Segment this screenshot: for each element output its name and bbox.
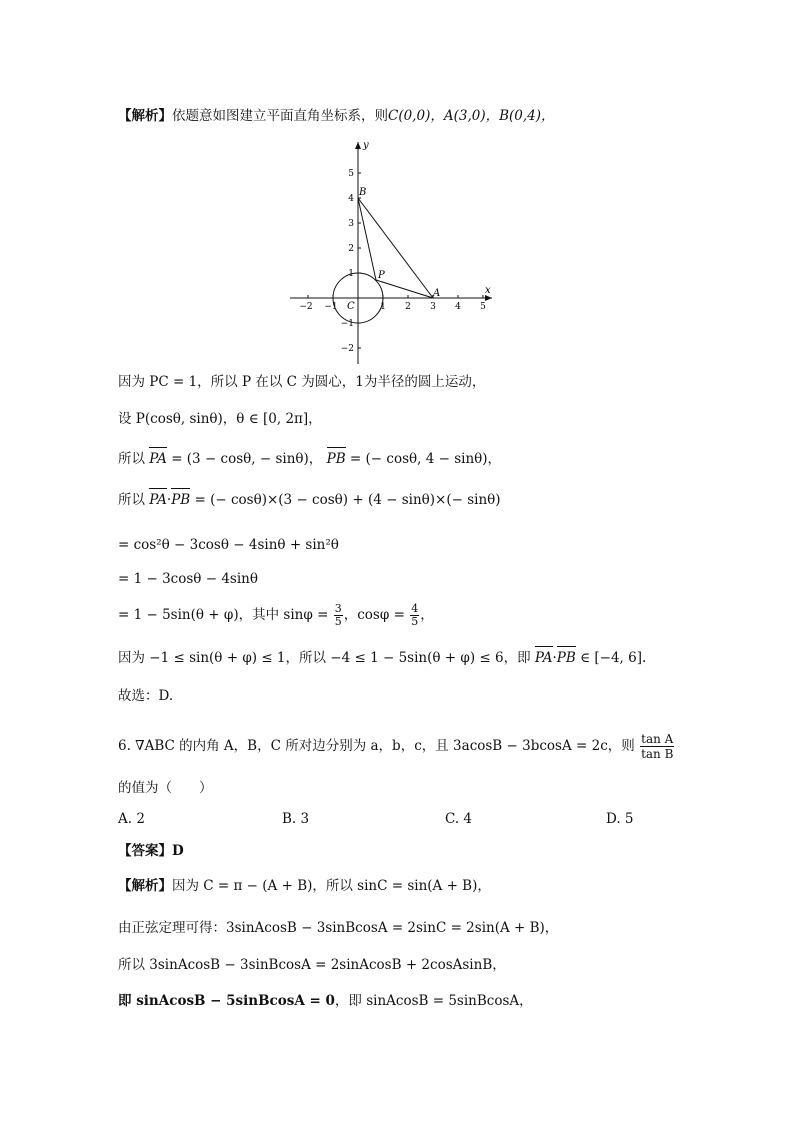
x-tick-label: 1: [380, 302, 386, 312]
text-line-9: 故选：D.: [118, 688, 174, 704]
option-D: D. 5: [606, 811, 634, 827]
x-tick-label: 4: [455, 302, 461, 312]
text-line-3: [118, 449, 501, 469]
analysis-intro-line: [118, 106, 555, 126]
y-axis-arrow: [355, 142, 361, 149]
y-tick-label: 4: [348, 194, 354, 204]
point-label-A: A: [433, 288, 441, 299]
analysis-6-line-3: 所以 3sinAcosB − 3sinBcosA = 2sinAcosB + 2cosAsinB，: [118, 957, 506, 973]
text-line-2: 设 P(cosθ, sinθ)，θ ∈ [0, 2π]，: [118, 411, 322, 427]
y-axis-label: y: [363, 140, 369, 151]
x-tick-label: 3: [430, 302, 436, 312]
expr: = 1 − 5sin(θ + φ)，其中 sinφ =: [118, 607, 329, 623]
y-tick-label: 2: [348, 244, 354, 254]
text-line-5: = cos²θ − 3cosθ − 4sinθ + sin²θ: [118, 537, 339, 553]
question-stem-text: 6. ∇ABC 的内角 A，B，C 所对边分别为 a，b，c，且 3acosB − 3bcosA = 2c，则: [118, 738, 635, 754]
point-label-C: C: [347, 301, 355, 312]
denominator: tan B: [641, 747, 674, 761]
analysis-intro-text: 依题意如图建立平面直角坐标系，则: [172, 108, 388, 124]
question-6-stem: [118, 732, 675, 761]
denominator: 5: [334, 615, 342, 628]
vector-PA: PA: [149, 492, 167, 508]
y-tick-label: −2: [340, 344, 354, 354]
dot: ·: [552, 650, 557, 666]
text-line-4: [118, 490, 501, 510]
analysis-6-line-2: 由正弦定理可得：3sinAcosB − 3sinBcosA = 2sinC = 2sin(A + B)，: [118, 920, 559, 936]
expr: ，: [420, 607, 434, 623]
equation-rest: ，即 sinAcosB = 5sinBcosA，: [334, 993, 533, 1009]
denominator: 5: [411, 615, 419, 628]
y-tick-label: 1: [348, 269, 354, 279]
numerator: 4: [411, 602, 419, 615]
fraction-tanA-tanB: [640, 732, 674, 761]
x-tick-label: 2: [405, 302, 411, 312]
prefix: 所以: [118, 451, 145, 467]
analysis-6-line-1: [118, 876, 491, 896]
option-A: A. 2: [118, 811, 145, 827]
fraction-3-5: [334, 603, 343, 628]
y-tick-label: −1: [340, 319, 354, 329]
analysis-header: 【解析】: [118, 878, 172, 894]
vector-PB: PB: [556, 650, 576, 666]
dot: ·: [166, 492, 172, 508]
x-tick-label: −2: [299, 302, 313, 312]
expr: ，cosφ =: [343, 607, 405, 623]
question-6-stem-2: 的值为（ ）: [118, 780, 213, 796]
x-tick-label: 5: [480, 302, 486, 312]
vector-PA: PA: [534, 650, 553, 666]
analysis-coords: C(0,0)，A(3,0)，B(0,4)，: [388, 108, 555, 124]
y-tick-label: 3: [348, 219, 354, 229]
expr: 因为 −1 ≤ sin(θ + φ) ≤ 1，所以 −4 ≤ 1 − 5sin(θ + φ) ≤ 6，即: [118, 650, 531, 666]
numerator: 3: [334, 602, 342, 615]
numerator: tan A: [641, 732, 674, 746]
x-tick-label: −1: [324, 302, 338, 312]
y-tick-label: 5: [348, 169, 354, 179]
expr: = (3 − cosθ, − sinθ)，: [171, 451, 323, 467]
segment-PA: [376, 280, 433, 298]
bold-equation: 即 sinAcosB − 5sinBcosA = 0: [118, 993, 335, 1009]
text-line-7: [118, 603, 434, 628]
text-line-1: 因为 PC = 1，所以 P 在以 C 为圆心，1为半径的圆上运动，: [118, 374, 486, 390]
option-C: C. 4: [445, 811, 473, 827]
vector-PA: PA: [149, 451, 167, 467]
expr: = (− cosθ, 4 − sinθ)，: [349, 451, 502, 467]
expr: = (− cosθ)×(3 − cosθ) + (4 − sinθ)×(− sinθ): [194, 492, 501, 508]
expr: ∈ [−4, 6].: [580, 650, 647, 666]
prefix: 所以: [118, 492, 145, 508]
analysis-text: 因为 C = π − (A + B)，所以 sinC = sin(A + B)，: [172, 878, 491, 894]
analysis-header: 【解析】: [118, 108, 172, 124]
text-line-6: = 1 − 3cosθ − 4sinθ: [118, 571, 258, 587]
point-label-B: B: [359, 187, 367, 198]
text-line-8: [118, 648, 646, 668]
vector-PB: PB: [326, 451, 346, 467]
x-axis-label: x: [485, 285, 491, 296]
coordinate-figure: [286, 138, 500, 366]
point-label-P: P: [378, 270, 385, 281]
option-B: B. 3: [282, 811, 310, 827]
fraction-4-5: [410, 603, 419, 628]
vector-PB: PB: [171, 492, 191, 508]
answer-6: 【答案】D: [118, 843, 184, 859]
analysis-6-line-4: [118, 991, 533, 1011]
